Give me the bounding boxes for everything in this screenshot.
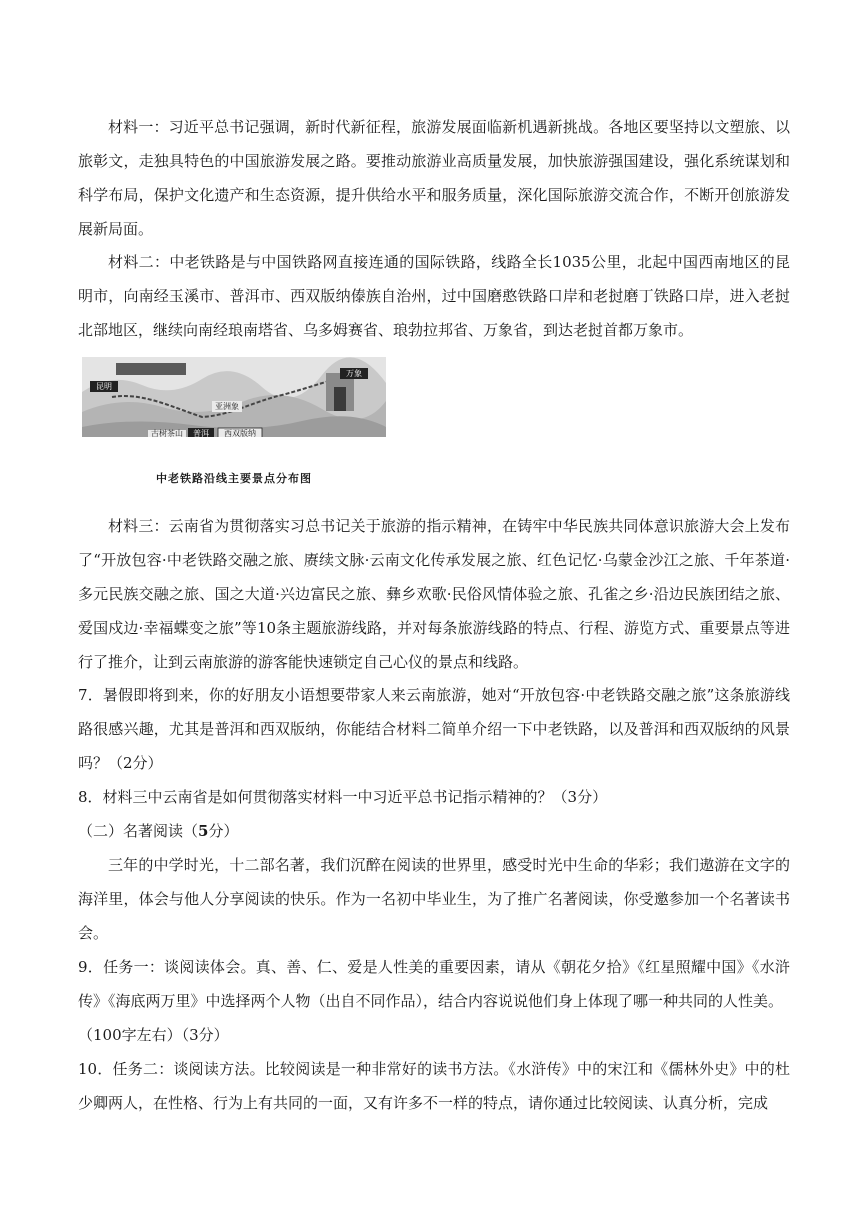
question-10: 10．任务二：谈阅读方法。比较阅读是一种非常好的读书方法。《水浒传》中的宋江和《儒林外史》中的杜少卿两人，在性格、行为上有共同的一面，又有许多不一样的特点，请你通过比较阅读、认真分析，完成	[78, 1060, 790, 1112]
map-label-kunming: 昆明	[96, 382, 112, 391]
section-heading-classics: （二）名著阅读（5分）	[78, 822, 239, 840]
question-7: 7．暑假即将到来，你的好朋友小语想要带家人来云南旅游，她对“开放包容·中老铁路交融之旅”这条旅游线路很感兴趣，尤其是普洱和西双版纳，你能结合材料二简单介绍一下中老铁路，以及普洱和西双版纳的风景吗？（2分）	[78, 686, 790, 772]
material-three-paragraph: 材料三：云南省为贯彻落实习总书记关于旅游的指示精神，在铸牢中华民族共同体意识旅游大会上发布了“开放包容·中老铁路交融之旅、赓续文脉·云南文化传承发展之旅、红色记忆·乌蒙金沙江之旅、千年茶道·多元民族交融之旅、国之大道·兴边富民之旅、彝乡欢歌·民俗风情体验之旅、孔雀之乡·沿边民族团结之旅、爱国戍边·幸福蝶变之旅”等10条主题旅游线路，并对每条旅游线路的特点、行程、游览方式、重要景点等进行了推介，让到云南旅游的游客能快速锁定自己心仪的景点和线路。	[78, 517, 790, 671]
map-label-xishuangbanna: 西双版纳	[224, 429, 256, 437]
question-9-tail: （100字左右）（3分）	[78, 1026, 229, 1044]
map-label-guchashan: 古树茶山	[151, 429, 183, 437]
map-caption: 中老铁路沿线主要景点分布图	[156, 472, 312, 485]
material-two-paragraph: 材料二：中老铁路是与中国铁路网直接连通的国际铁路，线路全长1035公里，北起中国西南地区的昆明市，向南经玉溪市、普洱市、西双版纳傣族自治州，过中国磨憨铁路口岸和老挝磨丁铁路口岸，进入老挝北部地区，继续向南经琅南塔省、乌多姆赛省、琅勃拉邦省、万象省，到达老挝首都万象市。	[78, 253, 790, 339]
question-9: 9．任务一：谈阅读体会。真、善、仁、爱是人性美的重要因素，请从《朝花夕拾》《红星照耀中国》《水浒传》《海底两万里》中选择两个人物（出自不同作品），结合内容说说他们身上体现了哪一种共同的人性美。	[78, 958, 790, 1010]
classics-intro-paragraph: 三年的中学时光，十二部名著，我们沉醉在阅读的世界里，感受时光中生命的华彩；我们遨游在文字的海洋里，体会与他人分享阅读的快乐。作为一名初中毕业生，为了推广名著阅读，你受邀参加一个名著读书会。	[78, 856, 790, 942]
railway-map-figure	[82, 357, 386, 437]
map-label-wanxiang: 万象	[346, 369, 362, 378]
material-one-paragraph: 材料一：习近平总书记强调，新时代新征程，旅游发展面临新机遇新挑战。各地区要坚持以文塑旅、以旅彰文，走独具特色的中国旅游发展之路。要推动旅游业高质量发展，加快旅游强国建设，强化系统谋划和科学布局，保护文化遗产和生态资源，提升供给水平和服务质量，深化国际旅游交流合作，不断开创旅游发展新局面。	[78, 118, 790, 238]
question-8: 8．材料三中云南省是如何贯彻落实材料一中习近平总书记指示精神的？（3分）	[78, 788, 608, 806]
map-label-yazhouxiang: 亚洲象	[215, 402, 239, 411]
map-label-puer: 普洱	[193, 429, 209, 437]
